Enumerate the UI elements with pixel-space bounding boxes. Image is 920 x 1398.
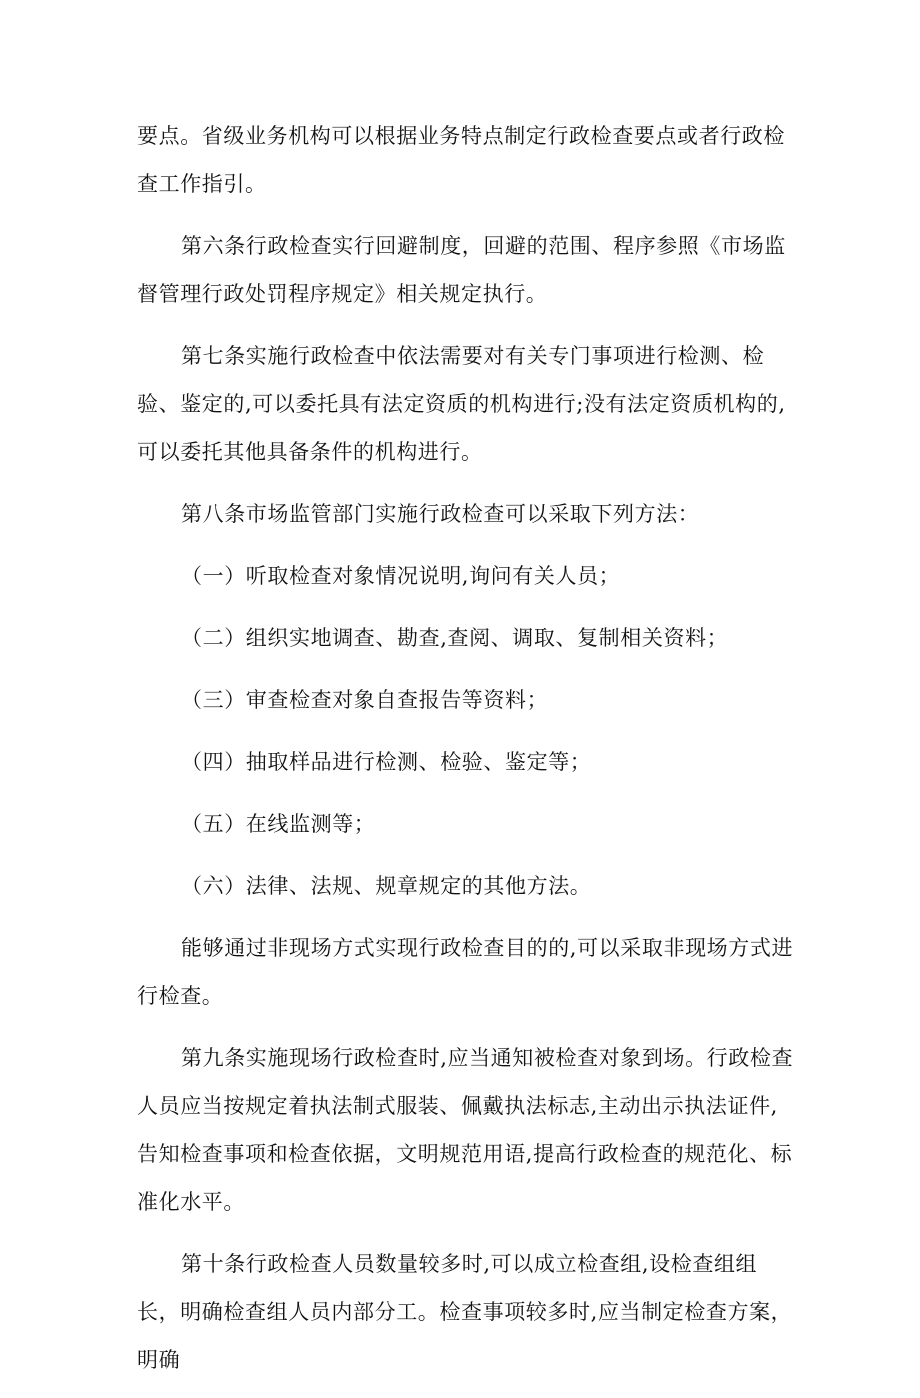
- paragraph-article-8: 第八条市场监管部门实施行政检查可以采取下列方法：: [181, 502, 700, 526]
- paragraph-article-10: 第十条行政检查人员数量较多时,可以成立检查组,设检查组组长，明确检查组人员内部分工。检查事项较多时,应当制定检查方案，明确: [137, 1252, 793, 1372]
- list-item-method-3: （三）审查检查对象自查报告等资料；: [181, 688, 549, 712]
- paragraph-article-9: 第九条实施现场行政检查时,应当通知被检查对象到场。行政检查人员应当按规定着执法制式服装、佩戴执法标志,主动出示执法证件,告知检查事项和检查依据，文明规范用语,提高行政检查的规范化、标准化水平。: [137, 1046, 794, 1214]
- list-item-method-1: （一）听取检查对象情况说明,询问有关人员；: [181, 564, 621, 588]
- list-item-method-6: （六）法律、法规、规章规定的其他方法。: [181, 874, 592, 898]
- paragraph-continuation: 要点。省级业务机构可以根据业务特点制定行政检查要点或者行政检查工作指引。: [137, 124, 785, 196]
- document-body: [137, 112, 797, 1398]
- list-item-method-5: （五）在线监测等；: [181, 812, 376, 836]
- paragraph-non-site-inspection: 能够通过非现场方式实现行政检查目的的,可以采取非现场方式进行检查。: [137, 936, 794, 1008]
- paragraph-article-6: 第六条行政检查实行回避制度，回避的范围、程序参照《市场监督管理行政处罚程序规定》相关规定执行。: [137, 234, 786, 306]
- list-item-method-2: （二）组织实地调查、勘查,查阅、调取、复制相关资料；: [181, 626, 729, 650]
- paragraph-article-7: 第七条实施行政检查中依法需要对有关专门事项进行检测、检验、鉴定的,可以委托具有法定资质的机构进行;没有法定资质机构的,可以委托其他具备条件的机构进行。: [137, 344, 786, 464]
- list-item-method-4: （四）抽取样品进行检测、检验、鉴定等；: [181, 750, 592, 774]
